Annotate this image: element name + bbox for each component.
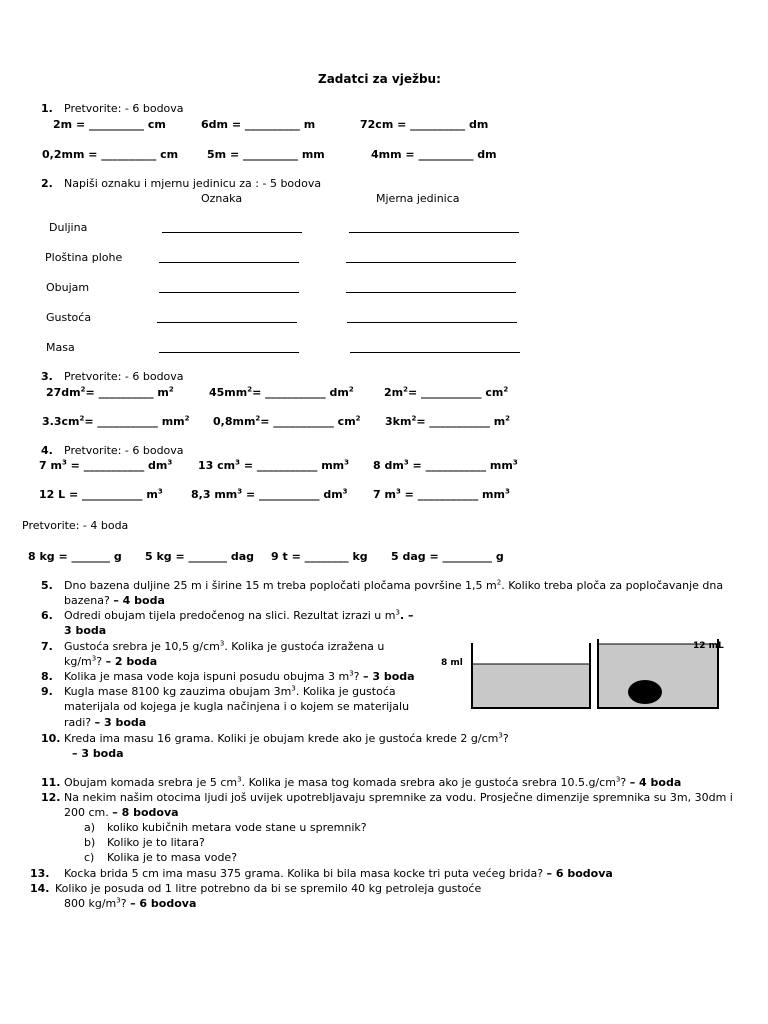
task-9-text-cont2: radi? – 3 boda — [64, 716, 147, 729]
task-7-text: Gustoća srebra je 10,5 $g/cm^3$. Kolika je gustoća izražena u — [64, 639, 385, 653]
task-1-item: 2m = __________ cm — [53, 118, 166, 131]
task-mass-item: 5 kg = _______ dag — [145, 550, 255, 563]
task-mass-item: 9 t = ________ kg — [271, 550, 368, 563]
answer-line — [346, 292, 516, 293]
task-5-number: 5. — [41, 579, 53, 592]
quantity-label: Gustoća — [46, 311, 92, 324]
task-14-number: 14. — [30, 882, 50, 895]
task-12-sub-label: c) — [84, 851, 95, 864]
task-3-item: $2m^2=$ ___________ $cm^2$ — [384, 385, 509, 399]
task-mass-item: 8 kg = _______ g — [28, 550, 122, 563]
task-4-item: 8 $dm^3$ = ___________ $mm^3$ — [373, 458, 518, 472]
task-2-heading: Napiši oznaku i mjernu jedinicu za : - 5 bodova — [64, 177, 322, 190]
task-1-item: 0,2mm = __________ cm — [42, 148, 179, 161]
right-vessel-label: 12 mL — [693, 641, 724, 651]
task-12-text-cont: 200 cm. – 8 bodova — [64, 806, 179, 819]
vessels-figure — [436, 630, 736, 740]
task-4-item: 7 $m^3$ = ___________ $dm^3$ — [39, 458, 173, 472]
task-mass-item: 5 dag = _________ g — [391, 550, 504, 563]
answer-line — [162, 232, 302, 233]
column-header-mjerna-jedinica: Mjerna jedinica — [376, 192, 460, 205]
task-9-text-cont: materijala od kojega je kugla načinjena i o kojem se materijalu — [64, 700, 410, 713]
answer-line — [159, 262, 299, 263]
task-8-number: 8. — [41, 670, 53, 683]
task-4-item: 8,3 $mm^3$ = ___________ $dm^3$ — [191, 487, 348, 501]
task-13-text: Kocka brida 5 cm ima masu 375 grama. Kolika bi bila masa kocke tri puta većeg brida? – 6 bodova — [64, 867, 613, 880]
task-mass-heading: Pretvorite: - 4 boda — [22, 519, 129, 532]
task-12-sub-text: koliko kubičnih metara vode stane u spremnik? — [107, 821, 367, 834]
task-14-text: Koliko je posuda od 1 litre potrebno da bi se spremilo 40 kg petroleja gustoće — [55, 882, 482, 895]
task-12-text: Na nekim našim otocima ljudi još uvijek upotrebljavaju spremnike za vodu. Prosječne dimenzije spremnika su 3m, 30dm i — [64, 791, 733, 804]
task-5-text-cont: bazena? – 4 boda — [64, 594, 165, 607]
task-11-text: Obujam komada srebra je 5 $cm^3$. Kolika je masa tog komada srebra ako je gustoća srebra $10.5.g/cm^3$? – 4 boda — [64, 775, 682, 789]
task-12-sub-text: Kolika je to masa vode? — [107, 851, 238, 864]
quantity-label: Obujam — [46, 281, 90, 294]
task-3-heading: Pretvorite: - 6 bodova — [64, 370, 184, 383]
task-8-text: Kolika je masa vode koja ispuni posudu obujma 3 $m^3$? – 3 boda — [64, 669, 415, 683]
submerged-ball — [628, 680, 662, 704]
task-1-item: 72cm = __________ dm — [360, 118, 489, 131]
task-6-number: 6. — [41, 609, 53, 622]
task-11-number: 11. — [41, 776, 61, 789]
task-12-sub-label: a) — [84, 821, 96, 834]
task-3-number: 3. — [41, 370, 53, 383]
task-1-item: 6dm = __________ m — [201, 118, 316, 131]
task-1-number: 1. — [41, 102, 53, 115]
task-5-text: Dno bazena duljine 25 m i širine 15 m treba popločati pločama površine 1,5 $m^2$. Koliko treba ploča za popločavanje dna — [64, 578, 724, 592]
task-1-item: 4mm = __________ dm — [371, 148, 497, 161]
task-3-item: $3.3cm^2=$ ___________ $mm^2$ — [42, 414, 190, 428]
task-7-number: 7. — [41, 640, 53, 653]
task-1-heading: Pretvorite: - 6 bodova — [64, 102, 184, 115]
quantity-label: Duljina — [49, 221, 88, 234]
task-4-item: 7 $m^3$ = ___________ $mm^3$ — [373, 487, 510, 501]
task-4-number: 4. — [41, 444, 53, 457]
task-14-text-cont: 800 $kg/m^3$? – 6 bodova — [64, 896, 197, 910]
answer-line — [349, 232, 519, 233]
task-6-points: 3 boda — [64, 624, 107, 637]
task-9-number: 9. — [41, 685, 53, 698]
task-13-number: 13. — [30, 867, 50, 880]
task-12-number: 12. — [41, 791, 61, 804]
quantity-label: Ploština plohe — [45, 251, 123, 264]
left-vessel-water — [472, 664, 590, 708]
answer-line — [346, 262, 516, 263]
task-9-text: Kugla mase 8100 kg zauzima obujam $3m^3$. Kolika je gustoća — [64, 684, 396, 698]
task-3-item: $3km^2=$ ___________ $m^2$ — [385, 414, 511, 428]
task-6-text: Odredi obujam tijela predočenog na slici. Rezultat izrazi u $m^3$. – — [64, 608, 414, 622]
answer-line — [159, 352, 299, 353]
page-title: Zadatci za vježbu: — [318, 72, 441, 86]
task-12-sub-label: b) — [84, 836, 96, 849]
task-10-points: – 3 boda — [72, 747, 124, 760]
task-12-sub-text: Koliko je to litara? — [107, 836, 205, 849]
answer-line — [157, 322, 297, 323]
answer-line — [350, 352, 520, 353]
task-3-item: $0,8mm^2=$ ___________ $cm^2$ — [213, 414, 361, 428]
task-4-item: 12 L = ___________ $m^3$ — [39, 487, 163, 501]
answer-line — [159, 292, 299, 293]
column-header-oznaka: Oznaka — [201, 192, 243, 205]
task-7-text-cont: $kg/m^3$? – 2 boda — [64, 654, 158, 668]
task-4-heading: Pretvorite: - 6 bodova — [64, 444, 184, 457]
task-3-item: $45mm^2=$ ___________ $dm^2$ — [209, 385, 354, 399]
task-2-number: 2. — [41, 177, 53, 190]
task-4-item: 13 $cm^3$ = ___________ $mm^3$ — [198, 458, 350, 472]
task-10-number: 10. — [41, 732, 61, 745]
quantity-label: Masa — [46, 341, 75, 354]
task-1-item: 5m = __________ mm — [207, 148, 325, 161]
answer-line — [347, 322, 517, 323]
task-3-item: $27dm^2=$ __________ $m^2$ — [46, 385, 174, 399]
left-vessel-label: 8 ml — [441, 658, 463, 668]
task-10-text: Kreda ima masu 16 grama. Koliki je obujam krede ako je gustoća krede 2 $g/cm^3$? — [64, 731, 509, 745]
